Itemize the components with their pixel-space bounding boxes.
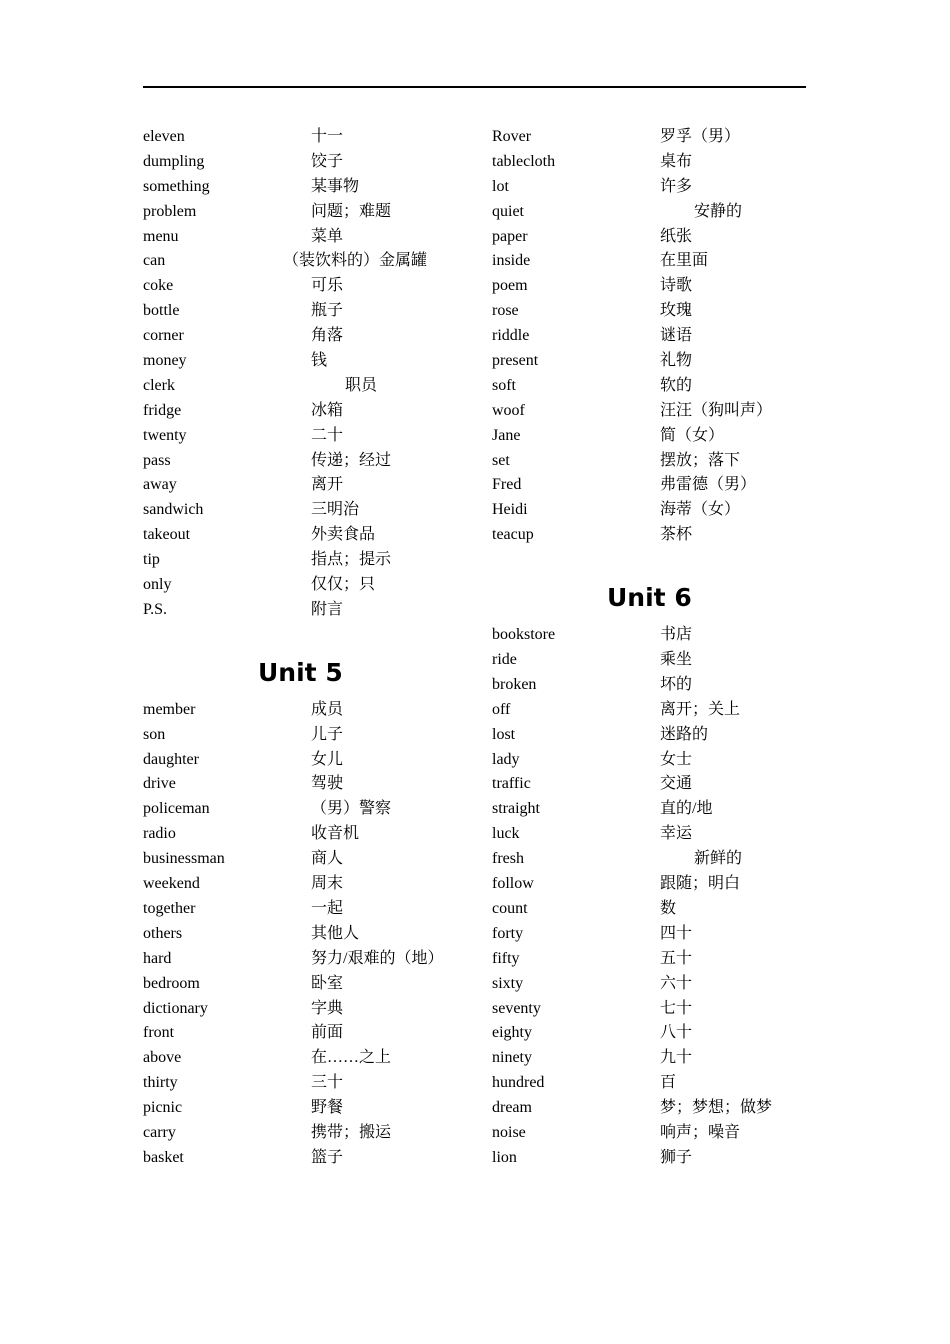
vocab-row [492,1071,822,1096]
chinese-meaning: 五十 [660,949,693,967]
chinese-meaning: 商人 [311,850,344,868]
english-word: noise [492,1123,526,1141]
english-word: clerk [143,376,175,394]
chinese-meaning: 十一 [311,128,344,145]
vocab-row [143,399,473,424]
vocab-row [143,922,473,947]
english-word: eleven [143,128,185,145]
english-word: hard [143,949,172,967]
chinese-meaning: 许多 [660,177,693,195]
vocab-row [492,225,822,250]
english-word: member [143,700,196,718]
vocab-row [143,598,473,623]
english-word: Fred [492,476,522,494]
vocab-row [143,299,473,324]
vocab-row [492,673,822,698]
chinese-meaning: 篮子 [311,1148,344,1166]
vocab-row [143,349,473,374]
english-word: weekend [143,875,200,893]
chinese-meaning: 罗孚（男） [660,128,741,145]
chinese-meaning: 在里面 [660,252,709,270]
english-word: off [492,700,511,718]
chinese-meaning: 迷路的 [660,725,709,743]
english-word: pass [143,451,171,469]
english-word: eighty [492,1024,532,1042]
vocab-row [143,249,473,274]
chinese-meaning: 新鲜的 [694,850,743,868]
vocab-row [143,125,473,150]
chinese-meaning: 纸张 [660,227,693,245]
chinese-meaning: 摆放；落下 [660,451,741,469]
vocab-row [143,797,473,822]
vocab-row [492,1021,822,1046]
vocab-list-unit5 [143,698,473,1171]
chinese-meaning: 努力/艰难的（地） [311,949,444,967]
english-word: count [492,899,528,917]
chinese-meaning: 狮子 [660,1148,693,1166]
english-word: woof [492,401,525,419]
chinese-meaning: 饺子 [311,152,344,170]
english-word: Jane [492,426,521,444]
right-column [492,125,822,1171]
vocab-row [143,772,473,797]
vocab-row [492,698,822,723]
chinese-meaning: 儿子 [311,725,344,743]
vocab-row [143,822,473,847]
vocab-row [492,399,822,424]
chinese-meaning: （男）警察 [311,800,392,818]
chinese-meaning: 乘坐 [660,651,693,669]
english-word: poem [492,277,528,295]
vocab-row [492,847,822,872]
vocab-row [492,897,822,922]
vocab-row [492,150,822,175]
chinese-meaning: 响声；噪音 [660,1123,741,1141]
english-word: sandwich [143,501,204,519]
vocab-row [492,1046,822,1071]
vocab-row [492,175,822,200]
chinese-meaning: 外卖食品 [311,526,376,544]
english-word: rose [492,302,519,320]
chinese-meaning: 女士 [660,750,693,768]
chinese-meaning: 问题；难题 [311,202,392,220]
vocab-row [492,449,822,474]
english-word: daughter [143,750,199,768]
english-word: takeout [143,526,191,544]
english-word: paper [492,227,528,245]
vocab-row [143,723,473,748]
english-word: sixty [492,974,524,992]
vocab-row [143,523,473,548]
vocab-row [492,324,822,349]
vocab-row [492,349,822,374]
vocab-row [143,449,473,474]
english-word: tip [143,551,160,569]
chinese-meaning: 离开 [311,476,344,494]
vocab-row [143,897,473,922]
vocab-list-unit4-right [492,125,822,548]
chinese-meaning: 安静的 [694,202,743,220]
chinese-meaning: 诗歌 [660,277,693,295]
vocab-row [492,200,822,225]
vocab-row [492,1121,822,1146]
english-word: thirty [143,1074,178,1092]
vocab-row [492,822,822,847]
vocab-row [492,748,822,773]
vocab-row [143,274,473,299]
chinese-meaning: 前面 [311,1024,344,1042]
chinese-meaning: 职员 [345,376,378,394]
english-word: seventy [492,999,541,1017]
english-word: above [143,1049,182,1067]
chinese-meaning: 指点；提示 [311,551,392,569]
chinese-meaning: 海蒂（女） [660,501,741,519]
vocab-row [492,498,822,523]
english-word: can [143,252,166,270]
chinese-meaning: 汪汪（狗叫声） [660,401,773,419]
header-rule [143,86,806,88]
vocab-row [143,1121,473,1146]
chinese-meaning: 六十 [660,974,693,992]
english-word: lion [492,1148,517,1166]
english-word: bookstore [492,626,556,644]
chinese-meaning: 玫瑰 [660,302,693,320]
vocab-row [143,374,473,399]
vocab-row [143,473,473,498]
english-word: problem [143,202,197,220]
vocab-row [143,424,473,449]
vocab-row [143,872,473,897]
chinese-meaning: 四十 [660,924,693,942]
chinese-meaning: 八十 [660,1024,693,1042]
chinese-meaning: 三十 [311,1074,344,1092]
left-column [143,125,473,1171]
english-word: straight [492,800,540,818]
chinese-meaning: 百 [660,1074,677,1092]
english-word: drive [143,775,176,793]
vocab-row [143,150,473,175]
vocab-row [143,324,473,349]
chinese-meaning: 坏的 [660,675,693,693]
chinese-meaning: 角落 [311,327,344,345]
vocab-row [492,473,822,498]
english-word: set [492,451,510,469]
vocab-row [143,748,473,773]
english-word: ninety [492,1049,532,1067]
chinese-meaning: 数 [660,899,677,917]
english-word: together [143,899,196,917]
chinese-meaning: 一起 [311,899,344,917]
english-word: bottle [143,302,180,320]
english-word: carry [143,1123,176,1141]
english-word: P.S. [143,600,168,618]
english-word: radio [143,825,176,843]
chinese-meaning: 交通 [660,775,693,793]
vocab-row [143,947,473,972]
vocab-list-unit6 [492,623,822,1171]
chinese-meaning: 弗雷德（男） [660,476,757,494]
chinese-meaning: 梦；梦想；做梦 [660,1099,773,1117]
english-word: fresh [492,850,524,868]
vocab-row [143,1071,473,1096]
chinese-meaning: 谜语 [660,327,693,345]
english-word: dumpling [143,152,205,170]
english-word: soft [492,376,516,394]
chinese-meaning: 二十 [311,426,344,444]
vocab-row [143,498,473,523]
chinese-meaning: 在……之上 [311,1049,392,1067]
vocab-row [492,1146,822,1171]
english-word: fridge [143,401,182,419]
chinese-meaning: 可乐 [311,277,344,295]
chinese-meaning: 幸运 [660,825,693,843]
chinese-meaning: 冰箱 [311,401,344,419]
chinese-meaning: 字典 [311,999,344,1017]
chinese-meaning: 附言 [311,600,344,618]
chinese-meaning: 离开；关上 [660,700,741,718]
chinese-meaning: 九十 [660,1049,693,1067]
english-word: only [143,576,172,594]
vocab-row [492,523,822,548]
english-word: away [143,476,177,494]
chinese-meaning: 野餐 [311,1099,344,1117]
english-word: twenty [143,426,187,444]
english-word: quiet [492,202,524,220]
vocab-row [143,200,473,225]
vocab-row [492,125,822,150]
chinese-meaning: 卧室 [311,974,344,992]
vocab-row [143,175,473,200]
vocab-row [492,249,822,274]
vocab-row [492,723,822,748]
vocab-row [492,972,822,997]
english-word: something [143,177,210,195]
english-word: present [492,352,539,370]
unit-6-heading: Unit 6 [607,583,692,613]
chinese-meaning: 礼物 [660,352,693,370]
vocab-row [492,797,822,822]
chinese-meaning: 传递；经过 [311,451,392,469]
chinese-meaning: 茶杯 [660,526,693,544]
chinese-meaning: 周末 [311,875,344,893]
chinese-meaning: 收音机 [311,825,360,843]
english-word: forty [492,924,524,942]
vocab-row [143,1046,473,1071]
chinese-meaning: 跟随；明白 [660,875,741,893]
vocab-row [143,997,473,1022]
chinese-meaning: 三明治 [311,501,360,519]
vocab-row [492,772,822,797]
chinese-meaning: 软的 [660,376,693,394]
vocab-row [143,1021,473,1046]
vocab-row [143,573,473,598]
chinese-meaning: 仅仅；只 [311,576,376,594]
english-word: businessman [143,850,225,868]
chinese-meaning: 携带；搬运 [311,1123,392,1141]
vocab-row [143,972,473,997]
english-word: tablecloth [492,152,556,170]
vocab-row [143,225,473,250]
english-word: money [143,352,187,370]
english-word: dream [492,1099,532,1117]
english-word: ride [492,651,517,669]
vocab-row [143,847,473,872]
chinese-meaning: 某事物 [311,177,360,195]
english-word: hundred [492,1074,545,1092]
vocab-row [492,1096,822,1121]
vocab-row [492,623,822,648]
english-word: lady [492,750,520,768]
english-word: teacup [492,526,534,544]
english-word: lost [492,725,516,743]
chinese-meaning: 直的/地 [660,800,713,818]
english-word: bedroom [143,974,200,992]
english-word: picnic [143,1099,183,1117]
english-word: others [143,924,183,942]
vocab-row [492,922,822,947]
vocab-row [143,548,473,573]
chinese-meaning: 菜单 [311,227,344,245]
vocab-row [492,872,822,897]
vocab-row [492,648,822,673]
english-word: traffic [492,775,531,793]
english-word: dictionary [143,999,208,1017]
chinese-meaning: 简（女） [660,426,725,444]
chinese-meaning: 桌布 [660,152,693,170]
chinese-meaning: （装饮料的）金属罐 [283,252,428,270]
unit-5-heading: Unit 5 [258,657,343,687]
english-word: menu [143,227,179,245]
vocab-row [492,374,822,399]
chinese-meaning: 驾驶 [311,775,344,793]
english-word: luck [492,825,520,843]
vocab-row [143,1096,473,1121]
chinese-meaning: 瓶子 [311,302,344,320]
english-word: broken [492,675,537,693]
chinese-meaning: 七十 [660,999,693,1017]
vocab-row [143,698,473,723]
chinese-meaning: 书店 [660,626,693,644]
english-word: Rover [492,128,532,145]
vocab-row [492,274,822,299]
chinese-meaning: 钱 [311,352,328,370]
vocab-row [143,1146,473,1171]
english-word: coke [143,277,174,295]
english-word: lot [492,177,509,195]
english-word: inside [492,252,531,270]
english-word: riddle [492,327,530,345]
english-word: son [143,725,166,743]
chinese-meaning: 其他人 [311,924,360,942]
english-word: policeman [143,800,210,818]
vocab-list-unit4-left [143,125,473,623]
english-word: fifty [492,949,520,967]
english-word: basket [143,1148,184,1166]
vocab-row [492,424,822,449]
vocab-row [492,299,822,324]
chinese-meaning: 女儿 [311,750,344,768]
vocab-row [492,997,822,1022]
english-word: Heidi [492,501,528,519]
english-word: follow [492,875,534,893]
vocab-row [492,947,822,972]
chinese-meaning: 成员 [311,700,344,718]
english-word: corner [143,327,184,345]
english-word: front [143,1024,175,1042]
